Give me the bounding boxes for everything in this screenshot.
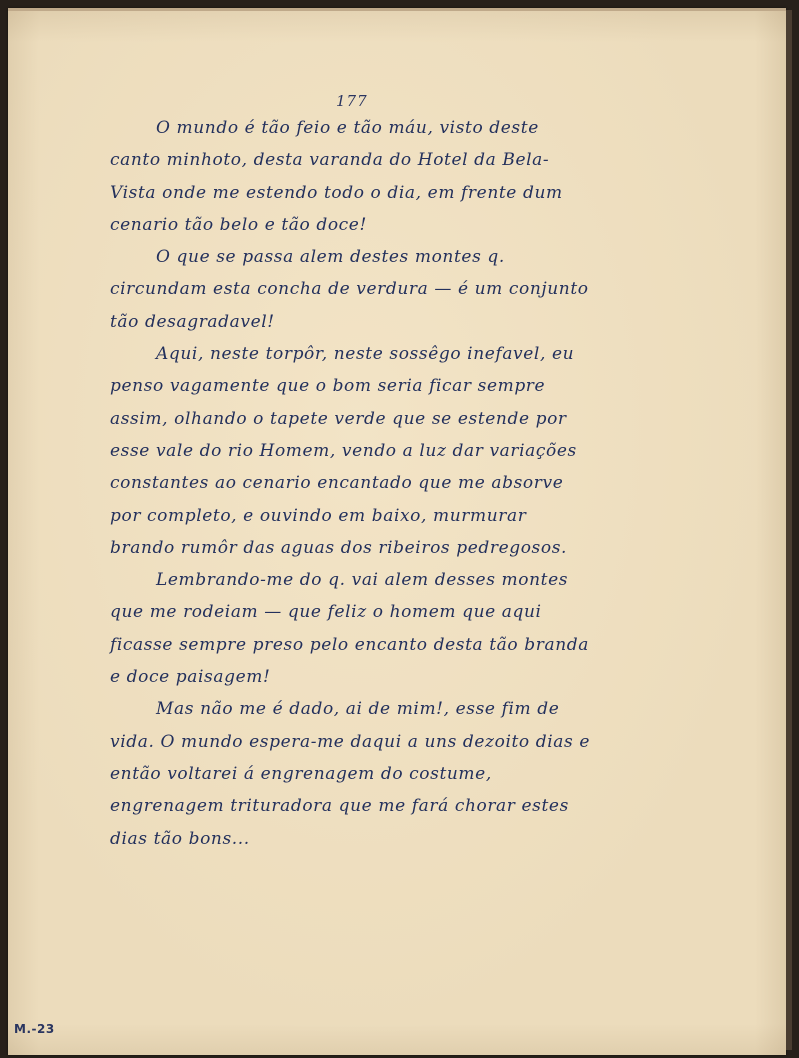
page-edge — [786, 10, 792, 1050]
paragraph-2: O que se passa alem destes montes q. circundam esta concha de verdura — é um conjunto tão desagradavel! — [110, 247, 589, 332]
archive-mark: M.-23 — [14, 1022, 55, 1036]
paragraph-4: Lembrando-me do q. vai alem desses montes que me rodeiam — que feliz o homem que aqui ficasse sempre preso pelo encanto desta tão branda e doce paisagem! — [110, 570, 589, 688]
paragraph-3: Aqui, neste torpôr, neste sossêgo inefavel, eu penso vagamente que o bom seria ficar sempre assim, olhando o tapete verde que se estende por esse vale do rio Homem, vendo a luz dar variações constantes ao cenario encantado que me absorve por completo, e ouvindo em baixo, murmurar brando rumôr das aguas dos ribeiros pedregosos. — [110, 344, 577, 558]
handwritten-text — [110, 112, 590, 855]
paragraph-5: Mas não me é dado, ai de mim!, esse fim de vida. O mundo espera-me daqui a uns dezoito dias e então voltarei á engrenagem do costume, engrenagem trituradora que me fará chorar estes dias tão bons... — [110, 699, 591, 849]
page-number: 177 — [336, 92, 368, 110]
paragraph-1: O mundo é tão feio e tão máu, visto deste canto minhoto, desta varanda do Hotel da Bela-Vista onde me estendo todo o dia, em frente dum cenario tão belo e tão doce! — [110, 118, 563, 235]
